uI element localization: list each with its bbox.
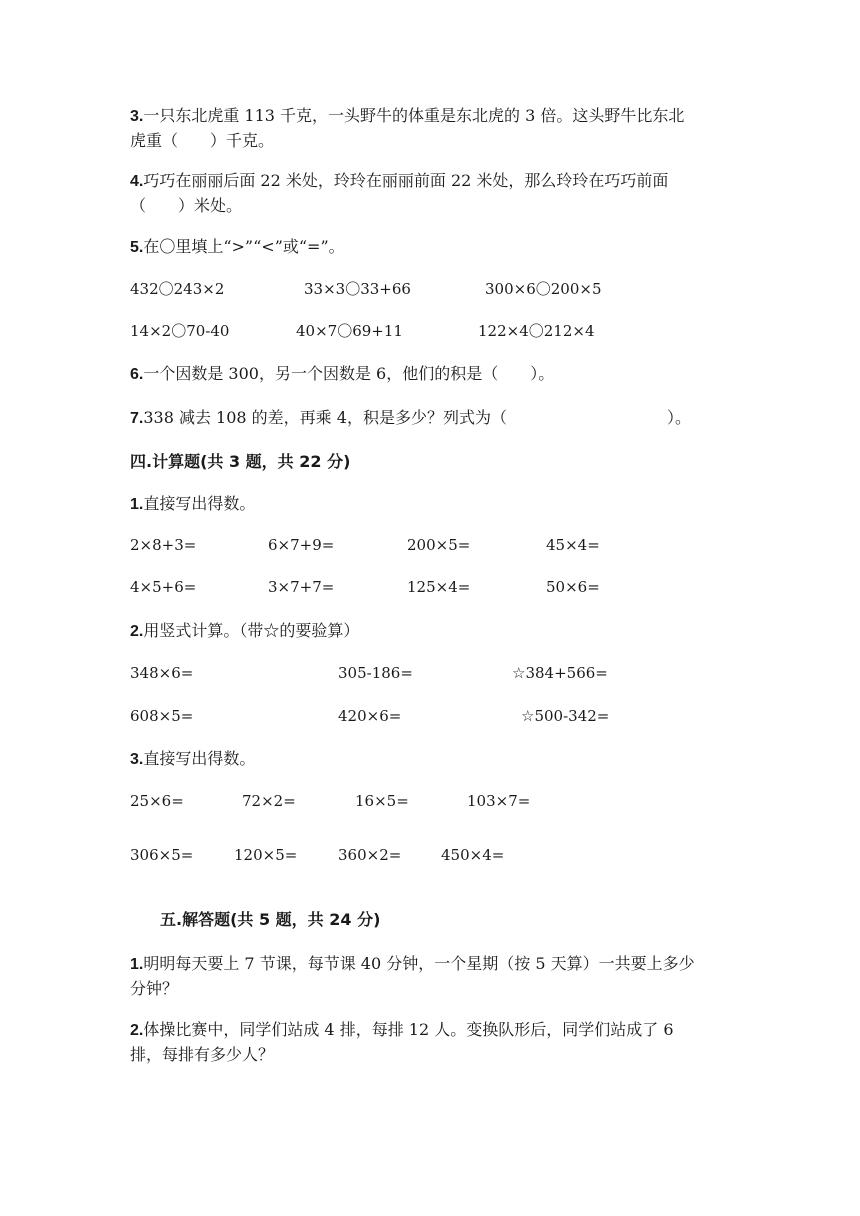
- section-4-title: 四.计算题(共 3 题，共 22 分): [130, 452, 351, 471]
- vertical-calc-item: 348×6=: [130, 664, 194, 682]
- word-problem-1-line-2: 分钟？: [130, 979, 179, 998]
- calc-item: 50×6=: [546, 578, 600, 596]
- question-text: 一个因数是 300，另一个因数是 6，他们的积是（ ）。: [143, 364, 555, 383]
- calc-item: 45×4=: [546, 536, 600, 554]
- question-number: 5.: [130, 239, 144, 256]
- calc-item: 103×7=: [467, 792, 531, 810]
- vertical-calc-item: 420×6=: [338, 707, 402, 725]
- question-text: 巧巧在丽丽后面 22 米处，玲玲在丽丽前面 22 米处，那么玲玲在巧巧前面: [143, 171, 669, 190]
- question-text: 338 减去 108 的差，再乘 4，积是多少？列式为（ ）。: [143, 408, 691, 427]
- compare-item: 432〇243×2: [130, 280, 225, 298]
- question-5: [130, 235, 345, 260]
- word-problem-2-line-1: [130, 1018, 674, 1043]
- vertical-calc-item: 305-186=: [338, 664, 413, 682]
- calc-item: 2×8+3=: [130, 536, 197, 554]
- question-number: 7.: [130, 410, 144, 427]
- calc-item: 200×5=: [407, 536, 471, 554]
- calc-item: 125×4=: [407, 578, 471, 596]
- question-number: 1.: [130, 496, 144, 513]
- question-7: [130, 406, 691, 431]
- question-3-line-1: [130, 104, 684, 129]
- calc-item: 360×2=: [338, 846, 402, 864]
- calc-question-1: [130, 492, 255, 517]
- calc-item: 6×7+9=: [268, 536, 335, 554]
- question-4-line-1: [130, 169, 668, 194]
- calc-item: 4×5+6=: [130, 578, 197, 596]
- vertical-calc-item: ☆384+566=: [512, 664, 608, 682]
- question-number: 2.: [130, 623, 144, 640]
- question-number: 3.: [130, 108, 144, 125]
- calc-item: 450×4=: [441, 846, 505, 864]
- compare-item: 33×3〇33+66: [304, 280, 411, 298]
- question-number: 1.: [130, 956, 144, 973]
- word-problem-2-line-2: 排，每排有多少人？: [130, 1045, 275, 1064]
- question-number: 4.: [130, 173, 144, 190]
- calc-item: 25×6=: [130, 792, 184, 810]
- question-number: 2.: [130, 1022, 144, 1039]
- vertical-calc-item: ☆500-342=: [521, 707, 610, 725]
- section-5-title: 五.解答题(共 5 题，共 24 分): [160, 910, 381, 929]
- question-6: [130, 362, 554, 387]
- compare-item: 300×6〇200×5: [485, 280, 602, 298]
- question-number: 6.: [130, 366, 144, 383]
- question-text: 一只东北虎重 113 千克，一头野牛的体重是东北虎的 3 倍。这头野牛比东北: [143, 106, 685, 125]
- word-problem-1-line-1: [130, 952, 695, 977]
- question-number: 3.: [130, 751, 144, 768]
- calc-item: 120×5=: [234, 846, 298, 864]
- question-3-line-2: 虎重（ ）千克。: [130, 131, 275, 150]
- question-text: 体操比赛中，同学们站成 4 排，每排 12 人。变换队形后，同学们站成了 6: [143, 1020, 674, 1039]
- question-text: 直接写出得数。: [143, 749, 256, 768]
- calc-item: 3×7+7=: [268, 578, 335, 596]
- question-text: 在〇里填上“>”“<”或“=”。: [143, 237, 345, 256]
- calc-question-2: [130, 619, 359, 644]
- compare-item: 40×7〇69+11: [296, 322, 403, 340]
- question-4-line-2: （ ）米处。: [130, 196, 243, 215]
- calc-item: 16×5=: [355, 792, 409, 810]
- calc-item: 306×5=: [130, 846, 194, 864]
- question-text: 用竖式计算。（带☆的要验算）: [143, 621, 360, 640]
- calc-item: 72×2=: [242, 792, 296, 810]
- question-text: 直接写出得数。: [143, 494, 256, 513]
- question-text: 明明每天要上 7 节课，每节课 40 分钟，一个星期（按 5 天算）一共要上多少: [143, 954, 695, 973]
- vertical-calc-item: 608×5=: [130, 707, 194, 725]
- compare-item: 122×4〇212×4: [478, 322, 595, 340]
- calc-question-3: [130, 747, 255, 772]
- compare-item: 14×2〇70-40: [130, 322, 230, 340]
